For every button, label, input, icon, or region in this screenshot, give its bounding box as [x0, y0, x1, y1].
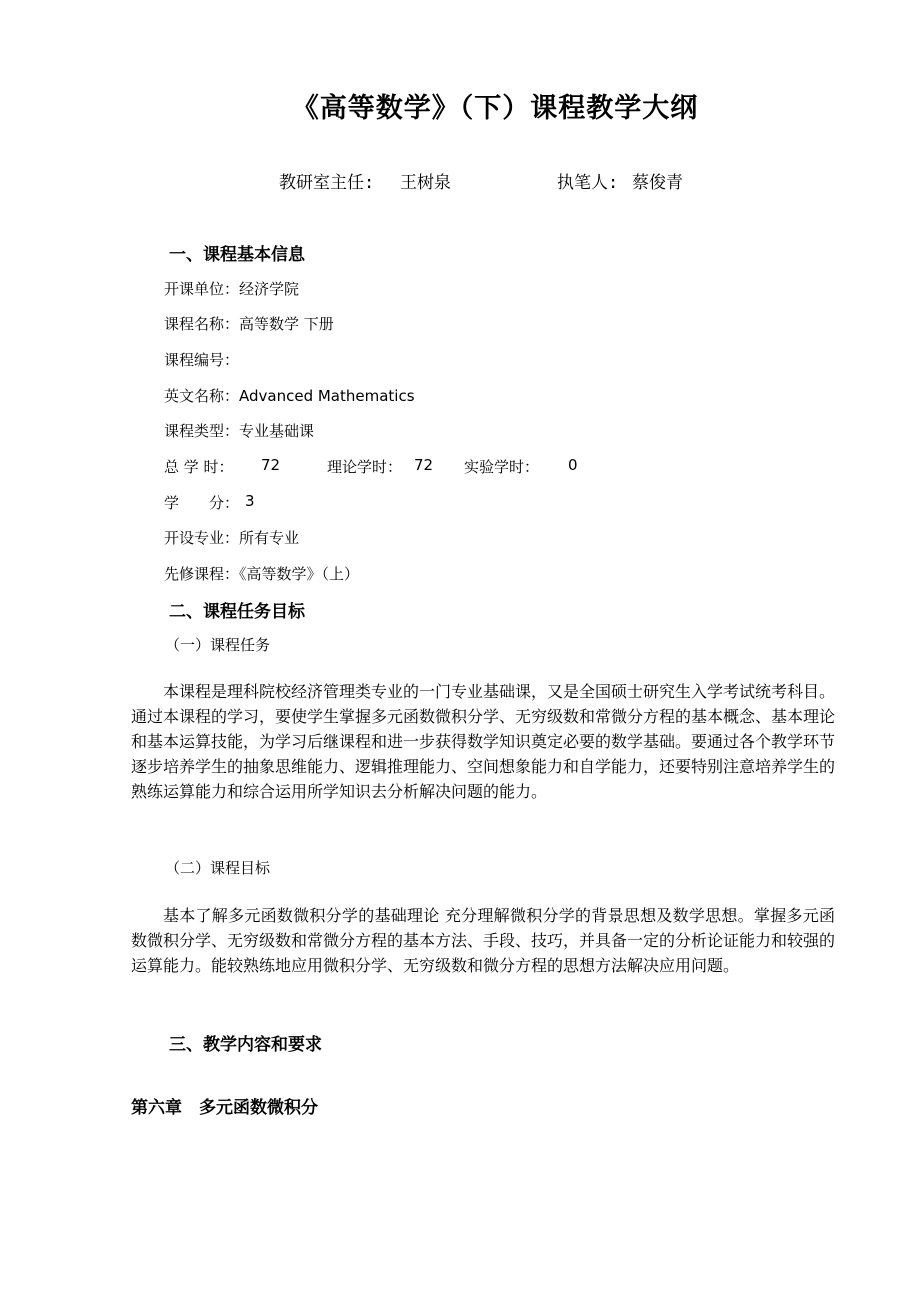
total-hours-value: 72 — [261, 456, 281, 474]
goal-paragraph: 基本了解多元函数微积分学的基础理论 充分理解微积分学的背景思想及数学思想。掌握多元函数微积分学、无穷级数和常微分方程的基本方法、手段、技巧，并具备一定的分析论证能力和较强的运算能力。能较熟练地应用微积分学、无穷级数和微分方程的思想方法解决应用问题。 — [131, 906, 836, 975]
credits-value: 3 — [245, 492, 255, 510]
theory-hours-label: 理论学时： — [327, 458, 403, 476]
page-title: 《高等数学》（下）课程教学大纲 — [291, 93, 699, 124]
field-course-type: 课程类型：专业基础课 — [164, 422, 315, 440]
goal-heading: （二）课程目标 — [165, 859, 271, 877]
director-name: 王树泉 — [400, 173, 451, 193]
director-label: 教研室主任: — [279, 173, 375, 193]
field-course-code: 课程编号： — [164, 351, 240, 369]
lab-hours-label: 实验学时： — [464, 458, 540, 476]
section2-heading: 二、课程任务目标 — [169, 602, 305, 622]
field-course-name: 课程名称：高等数学 下册 — [164, 315, 334, 333]
chapter-heading: 第六章 多元函数微积分 — [131, 1098, 318, 1118]
task-heading: （一）课程任务 — [165, 636, 271, 654]
total-hours-label: 总 学 时： — [164, 458, 234, 476]
field-majors: 开设专业：所有专业 — [164, 529, 300, 547]
author-name: 蔡俊青 — [632, 173, 683, 193]
author-label: 执笔人: — [557, 173, 619, 193]
section3-heading: 三、教学内容和要求 — [169, 1035, 322, 1055]
field-unit: 开课单位：经济学院 — [164, 280, 300, 298]
field-english-name: 英文名称：Advanced Mathematics — [164, 387, 415, 405]
credits-label: 学 分： — [164, 494, 240, 512]
task-paragraph: 本课程是理科院校经济管理类专业的一门专业基础课，又是全国硕士研究生入学考试统考科目。通过本课程的学习，要使学生掌握多元函数微积分学、无穷级数和常微分方程的基本概念、基本理论和基本运算技能，为学习后继课程和进一步获得数学知识奠定必要的数学基础。要通过各个教学环节逐步培养学生的抽象思维能力、逻辑推理能力、空间想象能力和自学能力，还要特别注意培养学生的熟练运算能力和综合运用所学知识去分析解决问题的能力。 — [131, 682, 836, 801]
section1-heading: 一、课程基本信息 — [169, 245, 305, 265]
field-prerequisite: 先修课程：《高等数学》（上） — [164, 565, 360, 583]
lab-hours-value: 0 — [568, 456, 578, 474]
theory-hours-value: 72 — [414, 456, 434, 474]
